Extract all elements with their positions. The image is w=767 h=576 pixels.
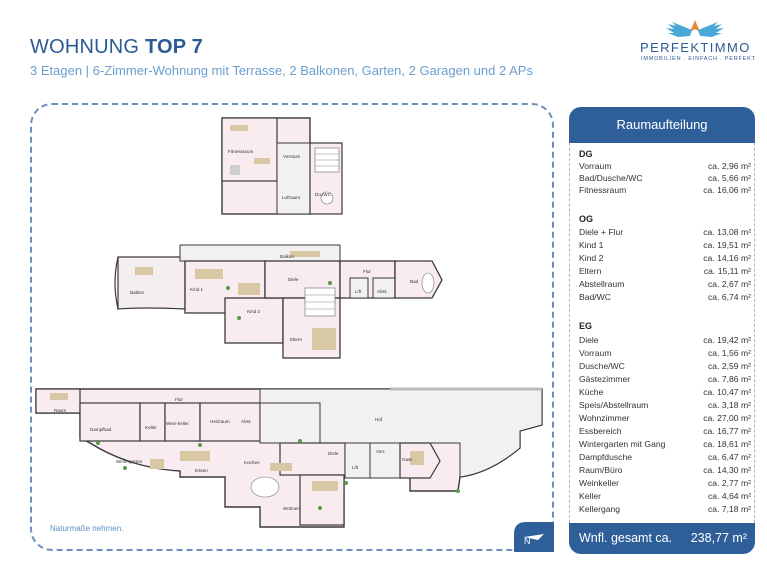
label-gast: Gast.: [402, 457, 413, 462]
label-flur-eg: Flur: [175, 397, 183, 402]
label-raum: Raum: [54, 408, 67, 413]
room-row: Abstellraum ca. 2,67 m²: [579, 279, 751, 289]
room-row: Vorraum ca. 2,96 m²: [579, 161, 751, 171]
label-diele-eg: Diele: [328, 451, 339, 456]
title-light: WOHNUNG: [30, 36, 140, 58]
room-row: Speis/Abstellraum ca. 3,18 m²: [579, 400, 751, 410]
room-breakdown-panel: [569, 107, 755, 554]
page-subtitle: 3 Etagen | 6-Zimmer-Wohnung mit Terrasse, 2 Balkonen, Garten, 2 Garagen und 2 APs: [30, 63, 533, 78]
room-row: Eltern ca. 15,11 m²: [579, 266, 751, 276]
total-area-bar: [569, 523, 755, 554]
floor-plan-og: [115, 245, 442, 358]
total-label: Wnfl. gesamt ca.: [579, 531, 673, 545]
label-abst-og: Abst.: [377, 289, 388, 294]
room-row: Dusche/WC ca. 2,59 m²: [579, 361, 751, 371]
label-balkon-top: Balkon: [280, 254, 295, 259]
label-kochen: Kochen: [244, 460, 260, 465]
label-keller: Keller: [145, 425, 157, 430]
floor-plan-dg: [222, 118, 342, 214]
label-lift-og: Lift: [355, 289, 362, 294]
label-flur-og: Flur: [363, 269, 371, 274]
label-vorr: Vorr.: [376, 449, 386, 454]
room-row: Diele + Flur ca. 13,08 m²: [579, 227, 751, 237]
section-og: OG: [579, 214, 594, 224]
room-row: Vorraum ca. 1,56 m²: [579, 348, 751, 358]
room-row: Gästezimmer ca. 7,86 m²: [579, 374, 751, 384]
label-hof: Hof: [375, 417, 383, 422]
label-du-wc: Du./WC: [315, 192, 332, 197]
label-kind1: Kind 1: [190, 287, 204, 292]
logo-name: PERFEKTIMMO: [640, 40, 751, 55]
room-row: Wintergarten mit Gang ca. 18,61 m²: [579, 439, 751, 449]
label-eltern: Eltern: [290, 337, 303, 342]
panel-title: Raumaufteilung: [569, 107, 755, 143]
section-dg: DG: [579, 149, 593, 159]
label-dampfbad: Dampfbad: [90, 427, 112, 432]
label-kind2: Kind 2: [247, 309, 261, 314]
plan-note: Naturmaße nehmen.: [50, 524, 124, 533]
page-title: [30, 36, 203, 59]
room-row: Bad/Dusche/WC ca. 5,66 m²: [579, 173, 751, 183]
label-heizraum: Heizraum: [210, 419, 230, 424]
label-luftraum: Luftraum: [282, 195, 301, 200]
room-row: Essbereich ca. 16,77 m²: [579, 426, 751, 436]
section-eg: EG: [579, 321, 593, 331]
label-essen: Essen: [195, 468, 208, 473]
room-row: Fitnessraum ca. 16,06 m²: [579, 185, 751, 195]
total-value: 238,77 m²: [690, 531, 747, 545]
label-fitnessraum: Fitnessraum: [228, 149, 254, 154]
label-wintergarten: Wintergarten: [116, 459, 143, 464]
label-diele-og: Diele: [288, 277, 299, 282]
panel-body: [569, 143, 755, 523]
label-lift-eg: Lift: [352, 465, 359, 470]
label-bad: Bad: [410, 279, 419, 284]
room-row: Dampfdusche ca. 6,47 m²: [579, 452, 751, 462]
room-row: Kind 1 ca. 19,51 m²: [579, 240, 751, 250]
north-arrow-icon: [514, 522, 554, 552]
label-abst-eg: Abst.: [241, 419, 252, 424]
room-row: Küche ca. 10,47 m²: [579, 387, 751, 397]
label-vorraum-dg: Vorraum: [283, 154, 301, 159]
label-balkon-left: Balkon: [130, 290, 145, 295]
label-wohnen: Wohnen: [283, 506, 301, 511]
room-row: Diele ca. 19,42 m²: [579, 335, 751, 345]
title-bold: TOP 7: [144, 36, 204, 58]
room-row: Kind 2 ca. 14,16 m²: [579, 253, 751, 263]
room-row: Weinkeller ca. 2,77 m²: [579, 478, 751, 488]
room-row: Bad/WC ca. 6,74 m²: [579, 292, 751, 302]
compass-letter: N: [524, 536, 531, 546]
room-row: Wohnzimmer ca. 27,00 m²: [579, 413, 751, 423]
room-row: Raum/Büro ca. 14,30 m²: [579, 465, 751, 475]
room-row: Kellergang ca. 7,18 m²: [579, 504, 751, 514]
floor-plan: [30, 103, 554, 551]
logo-tagline: IMMOBILIEN . EINFACH . PERFEKT: [641, 56, 756, 62]
label-weinkeller: Wein-keller: [166, 421, 189, 426]
room-row: Keller ca. 4,64 m²: [579, 491, 751, 501]
floor-plan-eg: [36, 389, 542, 527]
